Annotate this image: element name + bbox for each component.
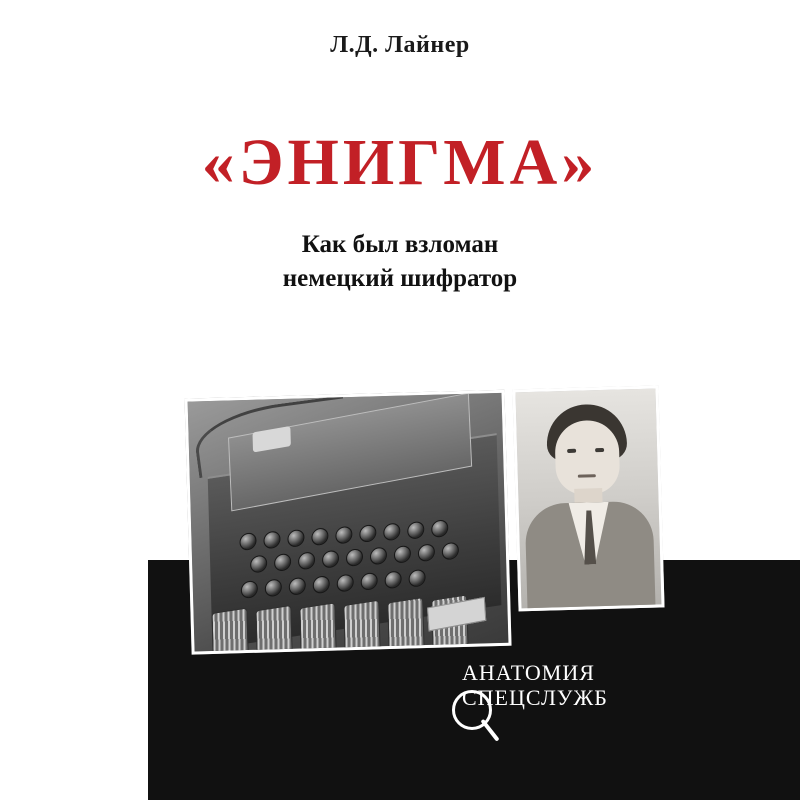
magnifier-handle [480, 719, 499, 742]
series-logo [440, 660, 670, 711]
cover-photo-collage [185, 385, 666, 654]
book-title: «ЭНИГМА» [201, 126, 599, 199]
series-line-2: СПЕЦСЛУЖБ [462, 685, 608, 711]
author-name: Л.Д. Лайнер [330, 32, 470, 58]
series-line-1: АНАТОМИЯ [462, 660, 595, 685]
portrait-eye-left [567, 449, 576, 453]
portrait-eye-right [595, 448, 604, 452]
subtitle-line-1: Как был взломан [301, 231, 499, 258]
book-subtitle [0, 228, 800, 296]
portrait-mouth [578, 474, 596, 478]
turing-portrait-photo [512, 385, 664, 611]
subtitle-line-2: немецкий шифратор [282, 264, 518, 292]
enigma-machine-photo [185, 390, 512, 655]
portrait-face [554, 420, 620, 496]
